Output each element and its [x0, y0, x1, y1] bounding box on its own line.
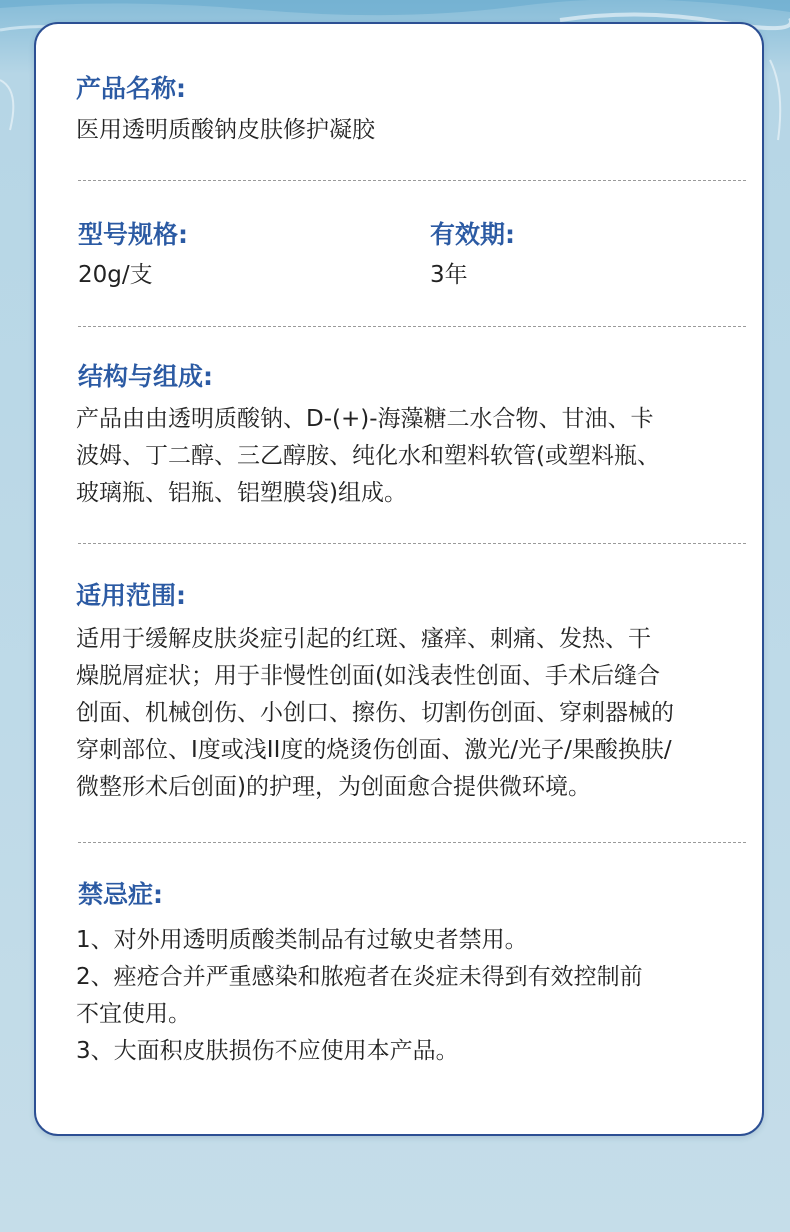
divider — [78, 543, 746, 544]
divider — [78, 842, 746, 843]
validity-value: 3年 — [430, 262, 468, 288]
composition-label: 结构与组成: — [78, 362, 213, 391]
validity-label: 有效期: — [430, 220, 515, 249]
product-name-label: 产品名称: — [76, 74, 186, 103]
contraindications-label: 禁忌症: — [78, 880, 163, 909]
product-info-card — [34, 22, 764, 1136]
spec-value: 20g/支 — [78, 262, 153, 288]
scope-line: 创面、机械创伤、小创口、擦伤、切割伤创面、穿刺器械的 — [76, 700, 674, 726]
scope-label: 适用范围: — [76, 581, 186, 610]
contraindication-line: 2、痤疮合并严重感染和脓疱者在炎症未得到有效控制前 — [76, 964, 643, 990]
scope-line: 燥脱屑症状；用于非慢性创面(如浅表性创面、手术后缝合 — [76, 663, 660, 689]
spec-label: 型号规格: — [78, 220, 188, 249]
composition-line: 波姆、丁二醇、三乙醇胺、纯化水和塑料软管(或塑料瓶、 — [76, 443, 660, 469]
scope-line: 穿刺部位、I度或浅II度的烧烫伤创面、激光/光子/果酸换肤/ — [76, 737, 672, 763]
contraindication-line: 3、大面积皮肤损伤不应使用本产品。 — [76, 1038, 459, 1064]
scope-line: 适用于缓解皮肤炎症引起的红斑、瘙痒、刺痛、发热、干 — [76, 626, 651, 652]
contraindication-line: 1、对外用透明质酸类制品有过敏史者禁用。 — [76, 927, 528, 953]
divider — [78, 326, 746, 327]
product-name-value: 医用透明质酸钠皮肤修护凝胶 — [76, 117, 375, 143]
composition-line: 产品由由透明质酸钠、D-(+)-海藻糖二水合物、甘油、卡 — [76, 406, 654, 432]
scope-line: 微整形术后创面)的护理，为创面愈合提供微环境。 — [76, 774, 591, 800]
contraindication-line: 不宜使用。 — [76, 1001, 191, 1027]
composition-line: 玻璃瓶、铝瓶、铝塑膜袋)组成。 — [76, 480, 407, 506]
divider — [78, 180, 746, 181]
